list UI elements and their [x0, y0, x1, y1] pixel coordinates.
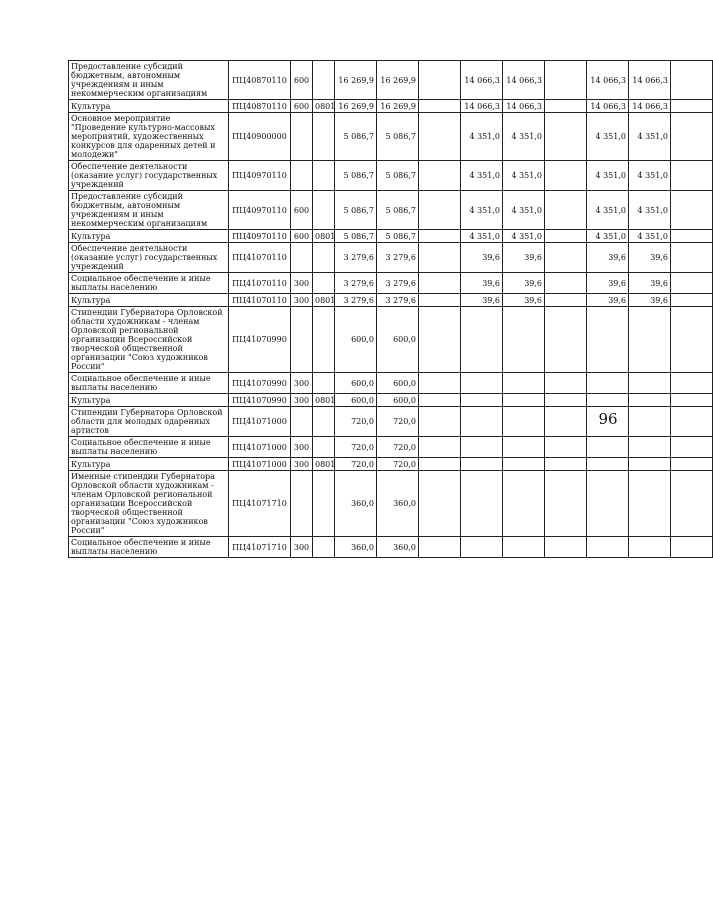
amount-cell: 360,0	[377, 537, 419, 558]
amount-cell	[671, 307, 713, 373]
section-code-cell	[313, 307, 335, 373]
table-row	[69, 294, 713, 307]
amount-cell	[629, 394, 671, 407]
amount-cell: 14 066,3	[629, 100, 671, 113]
amount-cell: 720,0	[335, 407, 377, 437]
amount-cell: 14 066,3	[503, 100, 545, 113]
section-code-cell	[313, 161, 335, 191]
amount-cell: 39,6	[503, 273, 545, 294]
target-article-cell: ПЦ41071000	[229, 458, 291, 471]
amount-cell: 3 279,6	[335, 243, 377, 273]
amount-cell: 5 086,7	[335, 230, 377, 243]
amount-cell: 39,6	[587, 243, 629, 273]
amount-cell	[419, 294, 461, 307]
amount-cell	[587, 437, 629, 458]
row-name-cell: Культура	[69, 394, 229, 407]
amount-cell	[419, 243, 461, 273]
section-code-cell: 0801	[313, 230, 335, 243]
amount-cell	[587, 307, 629, 373]
amount-cell: 4 351,0	[503, 113, 545, 161]
amount-cell	[671, 230, 713, 243]
amount-cell: 720,0	[377, 437, 419, 458]
target-article-cell: ПЦ41071000	[229, 437, 291, 458]
table-row	[69, 161, 713, 191]
amount-cell	[545, 294, 587, 307]
amount-cell	[671, 161, 713, 191]
row-name-cell: Именные стипендии Губернатора Орловской области художникам - членам Орловской региональной организации Всероссийской творческой общественной организации "Союз художников России"	[69, 471, 229, 537]
row-name-cell: Культура	[69, 230, 229, 243]
amount-cell	[419, 113, 461, 161]
amount-cell	[419, 394, 461, 407]
section-code-cell	[313, 243, 335, 273]
expense-type-cell: 300	[291, 537, 313, 558]
row-name-cell: Социальное обеспечение и иные выплаты населению	[69, 437, 229, 458]
row-name-cell: Социальное обеспечение и иные выплаты населению	[69, 537, 229, 558]
amount-cell	[671, 394, 713, 407]
amount-cell	[419, 458, 461, 471]
amount-cell	[419, 230, 461, 243]
amount-cell: 4 351,0	[629, 230, 671, 243]
amount-cell	[545, 407, 587, 437]
amount-cell: 14 066,3	[461, 61, 503, 100]
table-row	[69, 307, 713, 373]
amount-cell: 5 086,7	[335, 191, 377, 230]
amount-cell	[587, 471, 629, 537]
row-name-cell: Стипендии Губернатора Орловской области для молодых одаренных артистов	[69, 407, 229, 437]
amount-cell: 5 086,7	[377, 191, 419, 230]
amount-cell	[545, 230, 587, 243]
row-name-cell: Предоставление субсидий бюджетным, автономным учреждениям и иным некоммерческим организациям	[69, 61, 229, 100]
amount-cell	[671, 113, 713, 161]
amount-cell	[419, 61, 461, 100]
expense-type-cell	[291, 243, 313, 273]
amount-cell	[671, 471, 713, 537]
amount-cell	[671, 61, 713, 100]
amount-cell: 600,0	[335, 394, 377, 407]
amount-cell: 39,6	[461, 294, 503, 307]
table-row	[69, 458, 713, 471]
amount-cell: 4 351,0	[503, 191, 545, 230]
section-code-cell	[313, 113, 335, 161]
row-name-cell: Культура	[69, 100, 229, 113]
row-name-cell: Предоставление субсидий бюджетным, автономным учреждениям и иным некоммерческим организациям	[69, 191, 229, 230]
section-code-cell	[313, 273, 335, 294]
amount-cell: 5 086,7	[335, 113, 377, 161]
expense-type-cell: 300	[291, 458, 313, 471]
target-article-cell: ПЦ41070110	[229, 273, 291, 294]
amount-cell	[461, 537, 503, 558]
amount-cell	[461, 394, 503, 407]
table-row	[69, 394, 713, 407]
row-name-cell: Обеспечение деятельности (оказание услуг) государственных учреждений	[69, 161, 229, 191]
amount-cell	[671, 458, 713, 471]
amount-cell	[419, 307, 461, 373]
target-article-cell: ПЦ40900000	[229, 113, 291, 161]
table-row	[69, 471, 713, 537]
amount-cell: 720,0	[377, 407, 419, 437]
amount-cell	[545, 61, 587, 100]
expense-type-cell: 300	[291, 394, 313, 407]
amount-cell	[629, 458, 671, 471]
amount-cell	[545, 373, 587, 394]
amount-cell	[503, 537, 545, 558]
amount-cell	[503, 437, 545, 458]
amount-cell: 39,6	[461, 273, 503, 294]
amount-cell	[461, 437, 503, 458]
amount-cell: 4 351,0	[587, 230, 629, 243]
amount-cell: 3 279,6	[377, 294, 419, 307]
amount-cell	[419, 437, 461, 458]
amount-cell	[587, 394, 629, 407]
amount-cell: 5 086,7	[335, 161, 377, 191]
amount-cell	[545, 471, 587, 537]
section-code-cell	[313, 437, 335, 458]
amount-cell	[629, 471, 671, 537]
amount-cell: 4 351,0	[503, 161, 545, 191]
amount-cell	[587, 373, 629, 394]
amount-cell	[503, 407, 545, 437]
amount-cell	[545, 537, 587, 558]
amount-cell	[671, 191, 713, 230]
expense-type-cell	[291, 307, 313, 373]
amount-cell: 4 351,0	[629, 113, 671, 161]
row-name-cell: Культура	[69, 294, 229, 307]
amount-cell	[545, 394, 587, 407]
amount-cell	[545, 273, 587, 294]
amount-cell	[419, 191, 461, 230]
section-code-cell	[313, 373, 335, 394]
amount-cell	[629, 307, 671, 373]
section-code-cell: 0801	[313, 100, 335, 113]
amount-cell: 4 351,0	[629, 161, 671, 191]
expense-type-cell: 600	[291, 61, 313, 100]
amount-cell	[629, 537, 671, 558]
amount-cell	[419, 407, 461, 437]
section-code-cell	[313, 61, 335, 100]
amount-cell: 4 351,0	[461, 191, 503, 230]
target-article-cell: ПЦ41071000	[229, 407, 291, 437]
amount-cell	[587, 458, 629, 471]
target-article-cell: ПЦ40870110	[229, 100, 291, 113]
amount-cell	[419, 273, 461, 294]
section-code-cell	[313, 191, 335, 230]
target-article-cell: ПЦ40870110	[229, 61, 291, 100]
amount-cell: 16 269,9	[377, 61, 419, 100]
row-name-cell: Социальное обеспечение и иные выплаты населению	[69, 373, 229, 394]
expense-type-cell	[291, 161, 313, 191]
section-code-cell	[313, 407, 335, 437]
target-article-cell: ПЦ41071710	[229, 537, 291, 558]
section-code-cell: 0801	[313, 394, 335, 407]
amount-cell	[503, 394, 545, 407]
amount-cell: 4 351,0	[629, 191, 671, 230]
amount-cell: 39,6	[629, 273, 671, 294]
amount-cell: 4 351,0	[587, 113, 629, 161]
amount-cell	[545, 191, 587, 230]
amount-cell	[587, 537, 629, 558]
target-article-cell: ПЦ41070110	[229, 294, 291, 307]
amount-cell: 14 066,3	[587, 61, 629, 100]
table-body	[69, 61, 713, 558]
expense-type-cell: 300	[291, 373, 313, 394]
amount-cell	[629, 407, 671, 437]
amount-cell: 3 279,6	[377, 273, 419, 294]
amount-cell: 4 351,0	[461, 113, 503, 161]
amount-cell	[671, 373, 713, 394]
table-row	[69, 437, 713, 458]
amount-cell: 600,0	[377, 394, 419, 407]
amount-cell	[671, 100, 713, 113]
table-row	[69, 373, 713, 394]
table-row	[69, 273, 713, 294]
amount-cell: 600,0	[377, 307, 419, 373]
amount-cell	[545, 243, 587, 273]
table-row	[69, 191, 713, 230]
amount-cell	[545, 161, 587, 191]
amount-cell: 600,0	[377, 373, 419, 394]
table-row	[69, 113, 713, 161]
amount-cell	[461, 407, 503, 437]
section-code-cell	[313, 537, 335, 558]
row-name-cell: Обеспечение деятельности (оказание услуг) государственных учреждений	[69, 243, 229, 273]
amount-cell: 4 351,0	[503, 230, 545, 243]
table-row	[69, 243, 713, 273]
amount-cell: 39,6	[629, 243, 671, 273]
amount-cell: 4 351,0	[587, 161, 629, 191]
expense-type-cell: 600	[291, 100, 313, 113]
amount-cell: 14 066,3	[503, 61, 545, 100]
budget-table-container	[68, 60, 668, 840]
amount-cell	[461, 458, 503, 471]
amount-cell	[671, 437, 713, 458]
target-article-cell: ПЦ40970110	[229, 230, 291, 243]
amount-cell	[671, 407, 713, 437]
section-code-cell: 0801	[313, 458, 335, 471]
expense-type-cell	[291, 407, 313, 437]
expense-type-cell	[291, 471, 313, 537]
amount-cell	[587, 407, 629, 437]
amount-cell	[545, 113, 587, 161]
row-name-cell: Основное мероприятие "Проведение культурно-массовых мероприятий, художественных конкурсов для одаренных детей и молодежи"	[69, 113, 229, 161]
amount-cell: 360,0	[377, 471, 419, 537]
amount-cell: 3 279,6	[377, 243, 419, 273]
amount-cell	[461, 373, 503, 394]
amount-cell: 14 066,3	[629, 61, 671, 100]
amount-cell	[671, 243, 713, 273]
expense-type-cell	[291, 113, 313, 161]
amount-cell	[419, 471, 461, 537]
amount-cell	[419, 161, 461, 191]
amount-cell	[671, 294, 713, 307]
amount-cell: 360,0	[335, 471, 377, 537]
amount-cell	[545, 307, 587, 373]
amount-cell	[503, 471, 545, 537]
amount-cell	[419, 373, 461, 394]
amount-cell: 360,0	[335, 537, 377, 558]
amount-cell: 39,6	[587, 294, 629, 307]
amount-cell: 3 279,6	[335, 294, 377, 307]
amount-cell: 14 066,3	[461, 100, 503, 113]
amount-cell: 3 279,6	[335, 273, 377, 294]
amount-cell	[503, 307, 545, 373]
amount-cell: 5 086,7	[377, 113, 419, 161]
amount-cell	[503, 373, 545, 394]
amount-cell: 720,0	[335, 458, 377, 471]
expense-type-cell: 300	[291, 294, 313, 307]
amount-cell: 16 269,9	[335, 61, 377, 100]
target-article-cell: ПЦ40970110	[229, 191, 291, 230]
table-row	[69, 230, 713, 243]
amount-cell	[545, 437, 587, 458]
expense-type-cell: 300	[291, 437, 313, 458]
amount-cell	[503, 458, 545, 471]
section-code-cell	[313, 471, 335, 537]
amount-cell	[671, 273, 713, 294]
target-article-cell: ПЦ41070990	[229, 307, 291, 373]
amount-cell: 720,0	[335, 437, 377, 458]
amount-cell: 600,0	[335, 307, 377, 373]
amount-cell	[671, 537, 713, 558]
amount-cell	[545, 458, 587, 471]
target-article-cell: ПЦ41071710	[229, 471, 291, 537]
amount-cell	[629, 437, 671, 458]
amount-cell: 39,6	[461, 243, 503, 273]
table-row	[69, 407, 713, 437]
amount-cell: 4 351,0	[461, 230, 503, 243]
amount-cell	[461, 471, 503, 537]
amount-cell: 14 066,3	[587, 100, 629, 113]
target-article-cell: ПЦ41070990	[229, 394, 291, 407]
page-number: 96	[598, 410, 618, 428]
amount-cell: 4 351,0	[587, 191, 629, 230]
expense-type-cell: 600	[291, 230, 313, 243]
expense-type-cell: 300	[291, 273, 313, 294]
amount-cell	[545, 100, 587, 113]
target-article-cell: ПЦ40970110	[229, 161, 291, 191]
target-article-cell: ПЦ41070110	[229, 243, 291, 273]
amount-cell: 16 269,9	[377, 100, 419, 113]
table-row	[69, 537, 713, 558]
amount-cell	[461, 307, 503, 373]
target-article-cell: ПЦ41070990	[229, 373, 291, 394]
table-row	[69, 61, 713, 100]
row-name-cell: Культура	[69, 458, 229, 471]
row-name-cell: Стипендии Губернатора Орловской области художникам - членам Орловской региональной организации Всероссийской творческой общественной организации "Союз художников России"	[69, 307, 229, 373]
amount-cell: 39,6	[629, 294, 671, 307]
amount-cell: 39,6	[503, 243, 545, 273]
amount-cell: 720,0	[377, 458, 419, 471]
row-name-cell: Социальное обеспечение и иные выплаты населению	[69, 273, 229, 294]
amount-cell: 5 086,7	[377, 161, 419, 191]
budget-table	[68, 60, 713, 558]
table-row	[69, 100, 713, 113]
amount-cell	[419, 537, 461, 558]
section-code-cell: 0801	[313, 294, 335, 307]
amount-cell: 5 086,7	[377, 230, 419, 243]
amount-cell: 16 269,9	[335, 100, 377, 113]
expense-type-cell: 600	[291, 191, 313, 230]
amount-cell: 39,6	[503, 294, 545, 307]
amount-cell	[419, 100, 461, 113]
amount-cell: 4 351,0	[461, 161, 503, 191]
amount-cell	[629, 373, 671, 394]
amount-cell: 600,0	[335, 373, 377, 394]
amount-cell: 39,6	[587, 273, 629, 294]
